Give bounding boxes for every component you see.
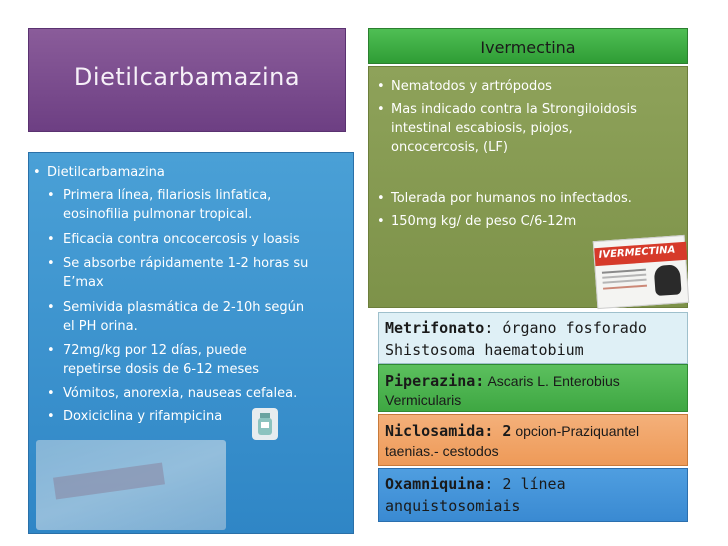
bullet-marker: • xyxy=(47,409,55,424)
drug-description-continued: Shistosoma haematobium xyxy=(385,341,584,359)
list-item: 150mg kg/ de peso C/6-12m xyxy=(391,214,577,229)
dog-icon xyxy=(654,264,682,296)
list-item: Mas indicado contra la Strongiloidosis xyxy=(391,102,637,117)
drug-description: : 2 línea xyxy=(484,475,566,493)
drug-description: Ascaris L. Enterobius xyxy=(484,373,620,389)
list-item-continued: E’max xyxy=(63,275,104,290)
drug-description-continued: Vermicularis xyxy=(385,392,462,408)
medicine-bottle-icon xyxy=(252,408,278,440)
oxamniquina-box xyxy=(378,468,688,522)
list-item-continued: el PH orina. xyxy=(63,319,138,334)
piperazina-box xyxy=(378,364,688,412)
bullet-marker: • xyxy=(47,256,55,271)
list-item: 72mg/kg por 12 días, puede xyxy=(63,343,247,358)
ivermectina-package-image xyxy=(593,235,690,309)
title-box xyxy=(28,28,346,132)
drug-description-continued: anquistosomiais xyxy=(385,497,521,515)
list-item-continued: intestinal escabiosis, piojos, xyxy=(391,121,573,136)
medicine-box-illustration xyxy=(36,440,226,530)
list-item-continued: oncocercosis, (LF) xyxy=(391,140,508,155)
bullet-marker: • xyxy=(47,300,55,315)
drug-description: opcion-Praziquantel xyxy=(511,423,640,439)
list-item: Vómitos, anorexia, nauseas cefalea. xyxy=(63,386,298,401)
ivermectina-header xyxy=(368,28,688,64)
drug-description: : órgano fosforado xyxy=(484,319,647,337)
list-item: Tolerada por humanos no infectados. xyxy=(391,191,632,206)
ivermectina-title: Ivermectina xyxy=(480,38,576,57)
bullet-marker: • xyxy=(377,79,385,94)
drug-name: Piperazina: xyxy=(385,372,485,390)
bullet-marker: • xyxy=(47,386,55,401)
list-item: Semivida plasmática de 2-10h según xyxy=(63,300,305,315)
list-item-continued: repetirse dosis de 6-12 meses xyxy=(63,362,259,377)
drug-name: Metrifonato xyxy=(385,319,485,337)
bullet-marker: • xyxy=(47,343,55,358)
drug-description-continued: taenias.- cestodos xyxy=(385,443,499,459)
metrifonato-box xyxy=(378,312,688,364)
drug-name: Niclosamida: 2 xyxy=(385,422,512,440)
package-label: IVERMECTINA xyxy=(598,244,676,261)
drug-name: Oxamniquina xyxy=(385,475,485,493)
bullet-marker: • xyxy=(33,165,41,180)
list-item: Doxiciclina y rifampicina xyxy=(63,409,223,424)
bullet-marker: • xyxy=(377,191,385,206)
list-item-continued: eosinofilia pulmonar tropical. xyxy=(63,207,253,222)
bullet-marker: • xyxy=(377,102,385,117)
list-item: Nematodos y artrópodos xyxy=(391,79,552,94)
list-item: Primera línea, filariosis linfatica, xyxy=(63,188,272,203)
bullet-marker: • xyxy=(47,188,55,203)
list-item: Eficacia contra oncocercosis y loasis xyxy=(63,232,300,247)
panel-heading: Dietilcarbamazina xyxy=(47,165,165,180)
bullet-marker: • xyxy=(377,214,385,229)
slide-title: Dietilcarbamazina xyxy=(73,63,301,91)
bullet-marker: • xyxy=(47,232,55,247)
niclosamida-box xyxy=(378,414,688,466)
list-item: Se absorbe rápidamente 1-2 horas su xyxy=(63,256,309,271)
